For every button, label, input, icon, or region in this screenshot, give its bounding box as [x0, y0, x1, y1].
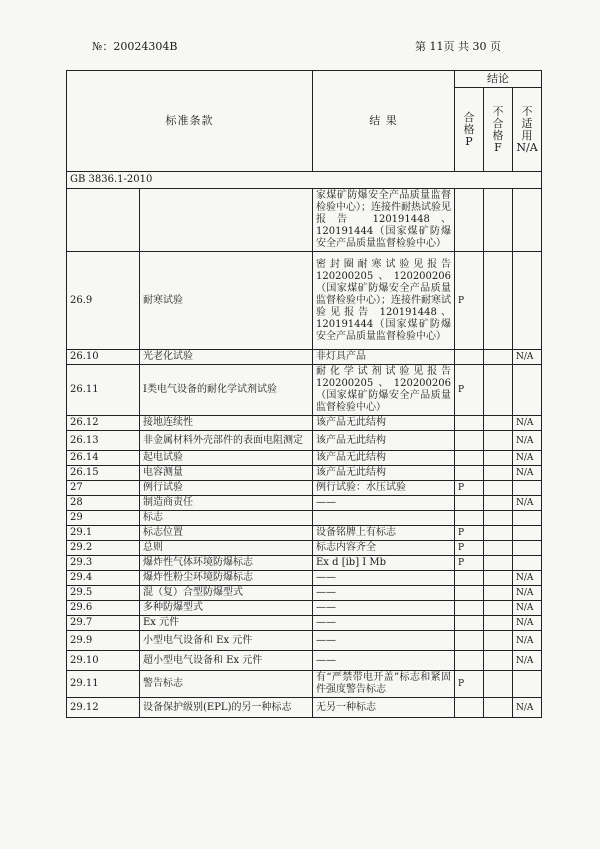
table-row	[67, 466, 542, 481]
clause-result: ——	[313, 616, 455, 631]
clause-result: 非灯具产品	[313, 350, 455, 365]
verdict-na-cell: N/A	[513, 571, 542, 586]
table-row	[67, 586, 542, 601]
clause-result: 耐化学试剂试验见报告 120200205、120200206（国家煤矿防爆安全产品质量监督检验中心）	[313, 365, 455, 416]
table-row	[67, 651, 542, 671]
table-row	[67, 671, 542, 698]
table-row	[67, 252, 542, 350]
clause-number: 26.9	[67, 252, 140, 350]
verdict-fail-cell	[484, 416, 513, 431]
clause-number: 26.14	[67, 451, 140, 466]
verdict-pass-cell: P	[455, 252, 484, 350]
verdict-na-cell	[513, 541, 542, 556]
verdict-na-cell	[513, 481, 542, 496]
clause-result: 标志内容齐全	[313, 541, 455, 556]
verdict-pass-cell: P	[455, 526, 484, 541]
verdict-na-cell	[513, 189, 542, 252]
clause-result: ——	[313, 651, 455, 671]
clause-result: 该产品无此结构	[313, 466, 455, 481]
verdict-fail-cell	[484, 466, 513, 481]
clause-result: ——	[313, 496, 455, 511]
verdict-fail-cell	[484, 451, 513, 466]
verdict-na-cell: N/A	[513, 350, 542, 365]
verdict-pass-cell	[455, 586, 484, 601]
table-row	[67, 365, 542, 416]
verdict-fail-cell	[484, 671, 513, 698]
table-row	[67, 481, 542, 496]
table-row	[67, 526, 542, 541]
table-row	[67, 431, 542, 451]
verdict-fail-cell	[484, 586, 513, 601]
table-row	[67, 416, 542, 431]
clause-item: 光老化试验	[140, 350, 313, 365]
verdict-pass-cell	[455, 571, 484, 586]
verdict-pass-cell	[455, 631, 484, 651]
verdict-pass-cell: P	[455, 481, 484, 496]
page-info: 第 11页 共 30 页	[415, 40, 501, 53]
table-row	[67, 350, 542, 365]
verdict-na-cell	[513, 556, 542, 571]
verdict-fail-cell	[484, 541, 513, 556]
verdict-na-cell: N/A	[513, 496, 542, 511]
clause-number: 29	[67, 511, 140, 526]
clause-number: 26.15	[67, 466, 140, 481]
table-row	[67, 571, 542, 586]
test-results-table	[66, 70, 542, 718]
verdict-na-cell	[513, 511, 542, 526]
verdict-na-cell: N/A	[513, 698, 542, 718]
clause-result	[313, 511, 455, 526]
clause-number: 29.7	[67, 616, 140, 631]
verdict-na-cell: N/A	[513, 466, 542, 481]
verdict-pass-cell	[455, 651, 484, 671]
clause-result: 该产品无此结构	[313, 431, 455, 451]
table-row	[67, 556, 542, 571]
clause-number: 29.5	[67, 586, 140, 601]
clause-number: 29.10	[67, 651, 140, 671]
report-number: №：20024304B	[92, 40, 178, 53]
verdict-fail-cell	[484, 571, 513, 586]
table-row	[67, 511, 542, 526]
clause-item: Ⅰ类电气设备的耐化学试剂试验	[140, 365, 313, 416]
verdict-na-cell: N/A	[513, 616, 542, 631]
clause-item: 电容测量	[140, 466, 313, 481]
table-row	[67, 189, 542, 252]
verdict-pass-cell	[455, 451, 484, 466]
clause-result: ——	[313, 631, 455, 651]
verdict-pass-cell	[455, 616, 484, 631]
clause-item: 总则	[140, 541, 313, 556]
verdict-fail-cell	[484, 481, 513, 496]
clause-number: 26.10	[67, 350, 140, 365]
clause-result: 设备铭牌上有标志	[313, 526, 455, 541]
verdict-fail-cell	[484, 365, 513, 416]
table-row	[67, 451, 542, 466]
clause-number: 26.13	[67, 431, 140, 451]
verdict-na-cell	[513, 671, 542, 698]
pass-header: 合 格 P	[455, 88, 484, 172]
verdict-pass-cell	[455, 350, 484, 365]
clause-number: 29.1	[67, 526, 140, 541]
standard-section-row: GB 3836.1-2010	[67, 172, 542, 189]
clause-item: 接地连续性	[140, 416, 313, 431]
fail-header: 不 合 格 F	[484, 88, 513, 172]
verdict-pass-cell: P	[455, 671, 484, 698]
clause-item: 小型电气设备和 Ex 元件	[140, 631, 313, 651]
verdict-na-cell: N/A	[513, 431, 542, 451]
clause-number: 26.11	[67, 365, 140, 416]
verdict-na-cell: N/A	[513, 651, 542, 671]
verdict-fail-cell	[484, 526, 513, 541]
verdict-na-cell: N/A	[513, 601, 542, 616]
clause-item: 例行试验	[140, 481, 313, 496]
clause-header: 标准条款	[67, 71, 313, 172]
verdict-fail-cell	[484, 616, 513, 631]
verdict-fail-cell	[484, 350, 513, 365]
clause-number: 29.4	[67, 571, 140, 586]
verdict-pass-cell: P	[455, 541, 484, 556]
clause-result: 该产品无此结构	[313, 416, 455, 431]
verdict-na-cell: N/A	[513, 631, 542, 651]
verdict-fail-cell	[484, 698, 513, 718]
verdict-fail-cell	[484, 252, 513, 350]
clause-item: 标志	[140, 511, 313, 526]
clause-result: 有“严禁带电开盖”标志和紧固件强度警告标志	[313, 671, 455, 698]
clause-item: 标志位置	[140, 526, 313, 541]
verdict-pass-cell	[455, 431, 484, 451]
clause-result: ——	[313, 601, 455, 616]
verdict-pass-cell: P	[455, 556, 484, 571]
clause-number: 29.2	[67, 541, 140, 556]
verdict-header: 结论	[455, 71, 542, 88]
verdict-na-cell	[513, 365, 542, 416]
clause-item: 混（复）合型防爆型式	[140, 586, 313, 601]
verdict-fail-cell	[484, 431, 513, 451]
clause-result: 该产品无此结构	[313, 451, 455, 466]
verdict-pass-cell	[455, 416, 484, 431]
clause-number	[67, 189, 140, 252]
verdict-pass-cell	[455, 601, 484, 616]
table-row	[67, 631, 542, 651]
verdict-na-cell: N/A	[513, 416, 542, 431]
verdict-pass-cell	[455, 511, 484, 526]
verdict-fail-cell	[484, 651, 513, 671]
clause-result: ——	[313, 586, 455, 601]
clause-number: 29.6	[67, 601, 140, 616]
clause-result: 密封圈耐寒试验见报告 120200205、120200206（国家煤矿防爆安全产品质量监督检验中心）；连接件耐寒试验见报告 120191448、120191444（国家煤矿防爆安全产品质量监督检验中心）	[313, 252, 455, 350]
verdict-pass-cell	[455, 466, 484, 481]
verdict-na-cell: N/A	[513, 586, 542, 601]
clause-number: 29.11	[67, 671, 140, 698]
clause-result: 例行试验：水压试验	[313, 481, 455, 496]
clause-number: 29.3	[67, 556, 140, 571]
clause-number: 26.12	[67, 416, 140, 431]
clause-item: 爆炸性粉尘环境防爆标志	[140, 571, 313, 586]
clause-item: 耐寒试验	[140, 252, 313, 350]
clause-item: Ex 元件	[140, 616, 313, 631]
verdict-pass-cell: P	[455, 365, 484, 416]
verdict-na-cell	[513, 526, 542, 541]
clause-number: 29.12	[67, 698, 140, 718]
table-row	[67, 698, 542, 718]
clause-number: 29.9	[67, 631, 140, 651]
result-header: 结 果	[313, 71, 455, 172]
clause-number: 28	[67, 496, 140, 511]
clause-item	[140, 189, 313, 252]
clause-number: 27	[67, 481, 140, 496]
verdict-pass-cell	[455, 496, 484, 511]
table-row	[67, 601, 542, 616]
table-row	[67, 616, 542, 631]
table-row	[67, 541, 542, 556]
verdict-fail-cell	[484, 631, 513, 651]
clause-result: Ex d [ib] I Mb	[313, 556, 455, 571]
table-row	[67, 496, 542, 511]
verdict-fail-cell	[484, 556, 513, 571]
clause-item: 起电试验	[140, 451, 313, 466]
verdict-na-cell	[513, 252, 542, 350]
clause-result: 家煤矿防爆安全产品质量监督检验中心）；连接件耐热试验见报告 120191448、120191444（国家煤矿防爆安全产品质量监督检验中心）	[313, 189, 455, 252]
verdict-fail-cell	[484, 496, 513, 511]
verdict-fail-cell	[484, 189, 513, 252]
verdict-pass-cell	[455, 189, 484, 252]
na-header: 不 适 用 N/A	[513, 88, 542, 172]
clause-result: 无另一种标志	[313, 698, 455, 718]
clause-item: 爆炸性气体环境防爆标志	[140, 556, 313, 571]
clause-item: 非金属材料外壳部件的表面电阻测定	[140, 431, 313, 451]
verdict-fail-cell	[484, 511, 513, 526]
verdict-fail-cell	[484, 601, 513, 616]
clause-item: 制造商责任	[140, 496, 313, 511]
clause-result: ——	[313, 571, 455, 586]
clause-item: 超小型电气设备和 Ex 元件	[140, 651, 313, 671]
verdict-pass-cell	[455, 698, 484, 718]
clause-item: 警告标志	[140, 671, 313, 698]
clause-item: 多种防爆型式	[140, 601, 313, 616]
clause-item: 设备保护级别(EPL)的另一种标志	[140, 698, 313, 718]
verdict-na-cell: N/A	[513, 451, 542, 466]
